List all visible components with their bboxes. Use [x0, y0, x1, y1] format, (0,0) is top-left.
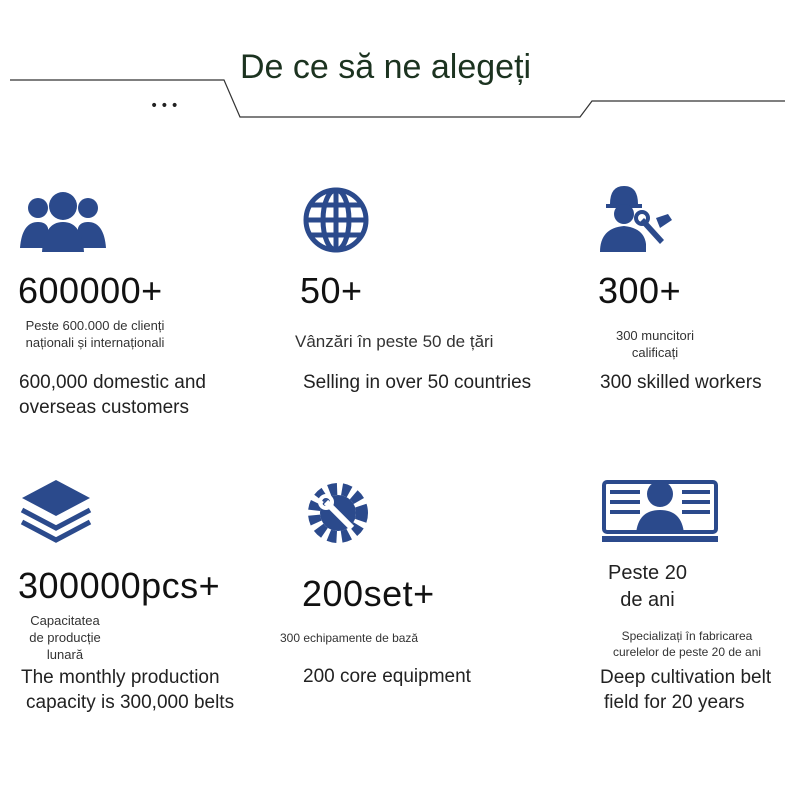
- feature-en-text: Selling in over 50 countries: [303, 372, 532, 393]
- layers-icon: [20, 478, 92, 544]
- feature-number: 300000pcs+: [18, 565, 221, 606]
- feature-number: 600000+: [18, 270, 163, 311]
- feature-number: 200set+: [302, 573, 435, 614]
- feature-number: 50+: [300, 270, 363, 311]
- feature-ro-text: Specializați în fabricarea curelelor de peste 20 de ani: [612, 629, 762, 659]
- worker-icon: [598, 184, 678, 254]
- computer-user-icon: [602, 478, 718, 546]
- feature-en-text: Deep cultivation belt field for 20 years: [600, 667, 772, 713]
- feature-number: 300+: [598, 270, 682, 311]
- page-title: De ce să ne alegeți: [240, 48, 532, 86]
- feature-ro-text: 300 echipamente de bază: [280, 631, 419, 645]
- feature-ro-text: Peste 600.000 de clienți naționali și internaționali: [25, 318, 165, 350]
- globe-icon: [302, 186, 370, 254]
- feature-en-text: The monthly production capacity is 300,000 belts: [21, 667, 235, 713]
- users-icon: [20, 190, 106, 252]
- feature-en-text: 300 skilled workers: [600, 372, 762, 393]
- feature-ro-text: Capacitatea de producție lunară: [29, 613, 101, 662]
- dots-decoration: •••: [150, 98, 181, 114]
- feature-ro-text: 300 muncitori calificați: [615, 328, 695, 360]
- feature-en-text: 200 core equipment: [303, 666, 471, 687]
- feature-ro-text: Vânzări în peste 50 de țări: [295, 332, 494, 351]
- gear-wrench-icon: [302, 480, 374, 546]
- feature-number: Peste 20 de ani: [608, 562, 687, 611]
- feature-en-text: 600,000 domestic and overseas customers: [19, 372, 206, 418]
